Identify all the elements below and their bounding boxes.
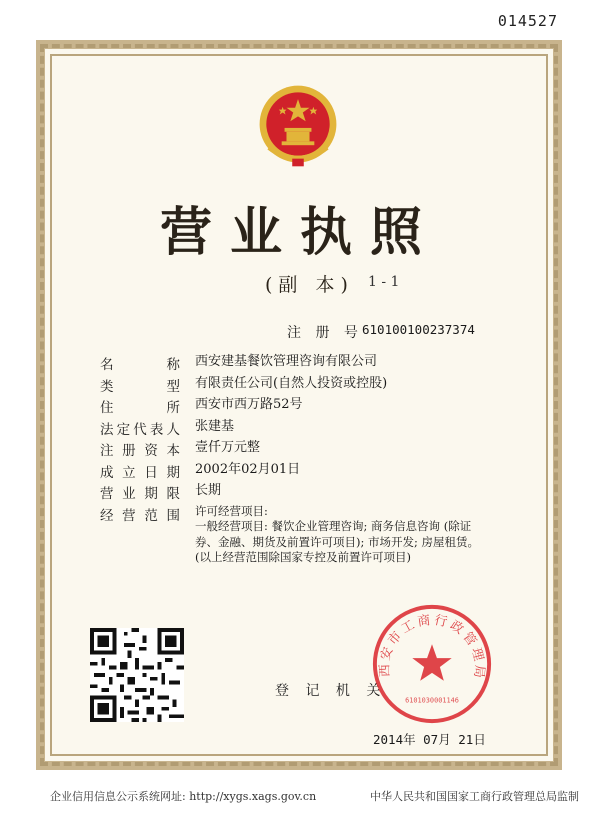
page-title: 营业执照 bbox=[159, 202, 440, 263]
field-row-term bbox=[100, 482, 540, 504]
scope-line: 许可经营项目: bbox=[195, 503, 268, 518]
field-row-established bbox=[100, 461, 540, 483]
field-label: 法 定 代 表 人 bbox=[100, 421, 180, 438]
field-row-capital bbox=[100, 439, 540, 461]
field-row-name bbox=[100, 353, 540, 375]
field-label: 成 立 日 期 bbox=[100, 464, 180, 481]
company-address: 西安市西万路52号 bbox=[195, 397, 303, 412]
seal-number: 6101030001146 bbox=[405, 696, 459, 705]
registration-number-label: 注 册 号 bbox=[287, 325, 363, 341]
field-label: 名 称 bbox=[100, 357, 180, 373]
establishment-date: 2002年02月01日 bbox=[195, 461, 301, 477]
field-row-representative bbox=[100, 418, 540, 440]
field-row-scope bbox=[100, 504, 540, 566]
company-name: 西安建基餐饮管理咨询有限公司 bbox=[195, 354, 378, 369]
scope-line: 券、金融、期货及前置许可项目); 市场开发; 房屋租赁。 bbox=[195, 534, 480, 549]
copy-type: (副 本) bbox=[265, 274, 354, 296]
registered-capital: 壹仟万元整 bbox=[195, 440, 261, 455]
footer-issuer: 中华人民共和国国家工商行政管理总局监制 bbox=[370, 790, 579, 803]
registration-authority-label: 登 记 机 关 bbox=[275, 683, 387, 699]
field-label: 类 型 bbox=[100, 378, 180, 395]
field-label: 住 所 bbox=[100, 400, 180, 416]
official-seal-stamp bbox=[368, 600, 496, 728]
serial-number: 014527 bbox=[497, 12, 558, 30]
business-scope bbox=[195, 504, 540, 566]
field-label: 经 营 范 围 bbox=[100, 507, 180, 524]
seal-text: 西安市工商行政管理局 bbox=[377, 612, 487, 682]
qr-code-icon bbox=[90, 628, 184, 722]
license-fields bbox=[100, 353, 540, 566]
footer-website: 企业信用信息公示系统网址: http://xygs.xags.gov.cn bbox=[50, 790, 317, 803]
company-type: 有限责任公司(自然人投资或控股) bbox=[195, 375, 388, 391]
copy-number: 1 - 1 bbox=[368, 274, 400, 290]
legal-representative: 张建基 bbox=[195, 418, 235, 434]
national-emblem-icon bbox=[250, 78, 346, 174]
field-row-address bbox=[100, 396, 540, 418]
field-label: 注 册 资 本 bbox=[100, 443, 180, 459]
field-row-type bbox=[100, 375, 540, 397]
registration-number: 610100100237374 bbox=[362, 322, 475, 337]
business-term: 长期 bbox=[195, 483, 222, 498]
issue-date: 2014年 07月 21日 bbox=[373, 732, 486, 747]
scope-line: 一般经营项目: 餐饮企业管理咨询; 商务信息咨询 (除证 bbox=[195, 519, 472, 533]
scope-line: (以上经营范围除国家专控及前置许可项目) bbox=[195, 550, 411, 564]
field-label: 营 业 期 限 bbox=[100, 486, 180, 502]
